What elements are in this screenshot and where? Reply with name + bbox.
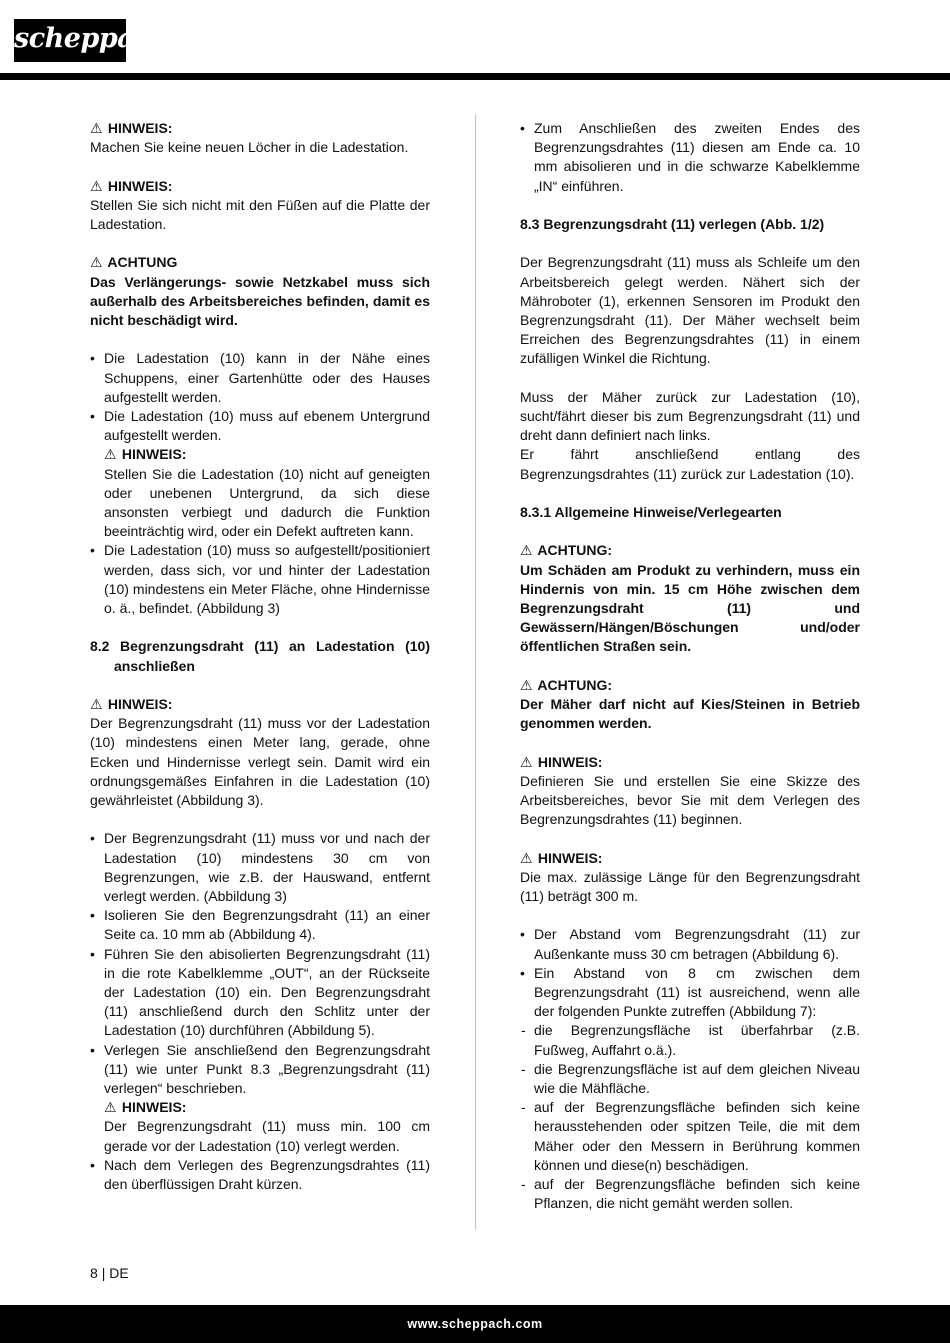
caution-block bbox=[520, 676, 860, 734]
bullet-list bbox=[90, 829, 430, 1194]
warning-icon: ⚠ bbox=[520, 849, 533, 866]
notice-text: Stellen Sie die Ladestation (10) nicht auf geneigten oder unebenen Untergrund, da sich diese ansonsten verbiegt und dadurch die Funktion beeinträchtig wird, oder ein Defekt auftreten kann. bbox=[104, 465, 430, 540]
language-code: DE bbox=[109, 1265, 129, 1281]
right-column bbox=[520, 119, 860, 1213]
caution-block bbox=[90, 253, 430, 330]
caution-title: ACHTUNG: bbox=[537, 676, 613, 693]
notice-title: HINWEIS: bbox=[107, 177, 173, 194]
section-heading-8-2: 8.2 Begrenzungsdraht (11) an Ladestation (10) anschließen bbox=[90, 638, 430, 674]
notice-text: Stellen Sie sich nicht mit den Füßen auf die Platte der Ladestation. bbox=[90, 196, 430, 232]
notice-text: Machen Sie keine neuen Löcher in die Ladestation. bbox=[90, 139, 409, 156]
brand-logo bbox=[14, 19, 170, 62]
page-number bbox=[90, 1264, 129, 1283]
list-item: • Verlegen Sie anschließend den Begrenzungsdraht (11) wie unter Punkt 8.3 „Begrenzungsdraht (11) verlegen“ beschrieben. bbox=[90, 1041, 430, 1099]
list-item: • Die Ladestation (10) muss auf ebenem Untergrund aufgestellt werden. bbox=[90, 407, 430, 445]
warning-icon: ⚠ bbox=[104, 446, 117, 463]
left-column bbox=[90, 119, 430, 1194]
caution-title: ACHTUNG bbox=[107, 254, 178, 271]
bullet-list bbox=[520, 925, 860, 1021]
warning-icon: ⚠ bbox=[520, 676, 533, 693]
list-item: • Führen Sie den abisolierten Begrenzungsdraht (11) in die rote Kabelklemme „OUT“, an der Rückseite der Ladestation (10) ein. Den Begrenzungsdraht (11) anschließend durch den Schlitz unter der Ladestation (10) durchführen (Abbildung 5). bbox=[90, 945, 430, 1041]
website-link[interactable]: www.scheppach.com bbox=[407, 1317, 543, 1331]
notice-block bbox=[90, 119, 430, 157]
section-heading-8-3-1: 8.3.1 Allgemeine Hinweise/Verlegearten bbox=[520, 504, 782, 520]
paragraph: Der Begrenzungsdraht (11) muss als Schleife um den Arbeitsbereich gelegt werden. Nähert sich der Mähroboter (1), erkennen Sensoren im Produkt den Begrenzungsdraht (11). Der Mäher wechselt beim Erreichen des Begrenzungsdrahtes (11) in einem zufälligen Winkel die Richtung. bbox=[520, 254, 860, 367]
dash-item: - auf der Begrenzungsfläche befinden sich keine herausstehenden oder spitzen Teile, die mit dem Mäher oder den Messern in Berührung kommen können und diese(n) beschädigen. bbox=[520, 1098, 860, 1175]
notice-title: HINWEIS: bbox=[121, 1099, 187, 1116]
page-separator: | bbox=[101, 1265, 106, 1281]
caution-text: Das Verlängerungs- sowie Netzkabel muss sich außerhalb des Arbeitsbereiches befinden, damit es nicht beschädigt wird. bbox=[90, 273, 430, 328]
notice-title: HINWEIS: bbox=[537, 753, 603, 770]
warning-icon: ⚠ bbox=[90, 696, 103, 713]
list-item-note bbox=[90, 1098, 430, 1156]
notice-block bbox=[90, 695, 430, 810]
caution-title: ACHTUNG: bbox=[537, 542, 613, 559]
bullet-list bbox=[520, 119, 860, 196]
list-item-note bbox=[90, 445, 430, 541]
list-item: • Zum Anschließen des zweiten Endes des Begrenzungsdrahtes (11) diesen am Ende ca. 10 mm abisolieren und in die schwarze Kabelklemme „IN“ einführen. bbox=[520, 119, 860, 196]
caution-block bbox=[520, 541, 860, 656]
notice-block bbox=[90, 177, 430, 235]
notice-block bbox=[520, 849, 860, 907]
notice-text: Definieren Sie und erstellen Sie eine Skizze des Arbeitsbereiches, bevor Sie mit dem Verlegen des Begrenzungsdrahtes (11) beginnen. bbox=[520, 772, 860, 828]
footer-bar bbox=[0, 1305, 950, 1343]
notice-text: Die max. zulässige Länge für den Begrenzungsdraht (11) beträgt 300 m. bbox=[520, 868, 860, 904]
list-item: • Die Ladestation (10) muss so aufgestellt/positioniert werden, dass sich, vor und hinter der Ladestation (10) mindestens ein Meter Fläche, ohne Hindernisse o. ä., befindet. (Abbildung 3) bbox=[90, 541, 430, 618]
section-heading-8-3: 8.3 Begrenzungsdraht (11) verlegen (Abb. 1/2) bbox=[520, 216, 825, 232]
list-item: • Nach dem Verlegen des Begrenzungsdrahtes (11) den überflüssigen Draht kürzen. bbox=[90, 1156, 430, 1194]
notice-title: HINWEIS: bbox=[107, 696, 173, 713]
notice-title: HINWEIS: bbox=[121, 446, 187, 463]
notice-text: Der Begrenzungsdraht (11) muss vor der Ladestation (10) mindestens einen Meter lang, gerade, ohne Ecken und Hindernisse verlegt sein. Damit wird ein ordnungsgemäßes Einfahren in die Ladestation (10) gewährleistet (Abbildung 3). bbox=[90, 715, 430, 809]
warning-icon: ⚠ bbox=[520, 542, 533, 559]
caution-text: Der Mäher darf nicht auf Kies/Steinen in Betrieb genommen werden. bbox=[520, 696, 860, 732]
dash-list bbox=[520, 1021, 860, 1213]
notice-block bbox=[520, 753, 860, 830]
notice-title: HINWEIS: bbox=[537, 849, 603, 866]
dash-item: - die Begrenzungsfläche ist überfahrbar (z.B. Fußweg, Auffahrt o.ä.). bbox=[520, 1021, 860, 1059]
header-rule bbox=[0, 73, 950, 80]
caution-text: Um Schäden am Produkt zu verhindern, muss ein Hindernis von min. 15 cm Höhe zwischen dem Begrenzungsdraht (11) und Gewässern/Hängen/Böschungen und/oder öffentlichen Straßen sein. bbox=[520, 561, 860, 655]
list-item: • Der Begrenzungsdraht (11) muss vor und nach der Ladestation (10) mindestens 30 cm von Begrenzungen, wie z.B. der Hauswand, entfernt verlegt werden. (Abbildung 3) bbox=[90, 829, 430, 906]
paragraph: Muss der Mäher zurück zur Ladestation (10), sucht/fährt dieser bis zum Begrenzungsdraht (11) und dreht dann definiert nach links. bbox=[520, 388, 860, 444]
list-item: • Die Ladestation (10) kann in der Nähe eines Schuppens, einer Gartenhütte oder des Hauses aufgestellt werden. bbox=[90, 349, 430, 407]
logo-text: scheppach bbox=[14, 23, 170, 54]
list-item: • Ein Abstand von 8 cm zwischen dem Begrenzungsdraht (11) ist ausreichend, wenn alle der folgenden Punkte zutreffen (Abbildung 7): bbox=[520, 964, 860, 1022]
bullet-list bbox=[90, 349, 430, 618]
dash-item: - die Begrenzungsfläche ist auf dem gleichen Niveau wie die Mähfläche. bbox=[520, 1060, 860, 1098]
warning-icon: ⚠ bbox=[90, 177, 103, 194]
notice-text: Der Begrenzungsdraht (11) muss min. 100 cm gerade vor der Ladestation (10) verlegt werden. bbox=[104, 1118, 430, 1154]
warning-icon: ⚠ bbox=[520, 753, 533, 770]
notice-title: HINWEIS: bbox=[107, 120, 173, 136]
page-number-value: 8 bbox=[90, 1265, 98, 1281]
paragraph: Er fährt anschließend entlang des Begrenzungsdrahtes (11) zurück zur Ladestation (10). bbox=[520, 446, 860, 482]
list-item: • Der Abstand vom Begrenzungsdraht (11) zur Außenkante muss 30 cm betragen (Abbildung 6). bbox=[520, 925, 860, 963]
dash-item: - auf der Begrenzungsfläche befinden sich keine Pflanzen, die nicht gemäht werden sollen. bbox=[520, 1175, 860, 1213]
list-item: • Isolieren Sie den Begrenzungsdraht (11) an einer Seite ca. 10 mm ab (Abbildung 4). bbox=[90, 906, 430, 944]
warning-icon: ⚠ bbox=[90, 254, 103, 271]
column-divider bbox=[475, 114, 476, 1230]
warning-icon: ⚠ bbox=[104, 1099, 117, 1116]
warning-icon: ⚠ bbox=[90, 120, 103, 136]
